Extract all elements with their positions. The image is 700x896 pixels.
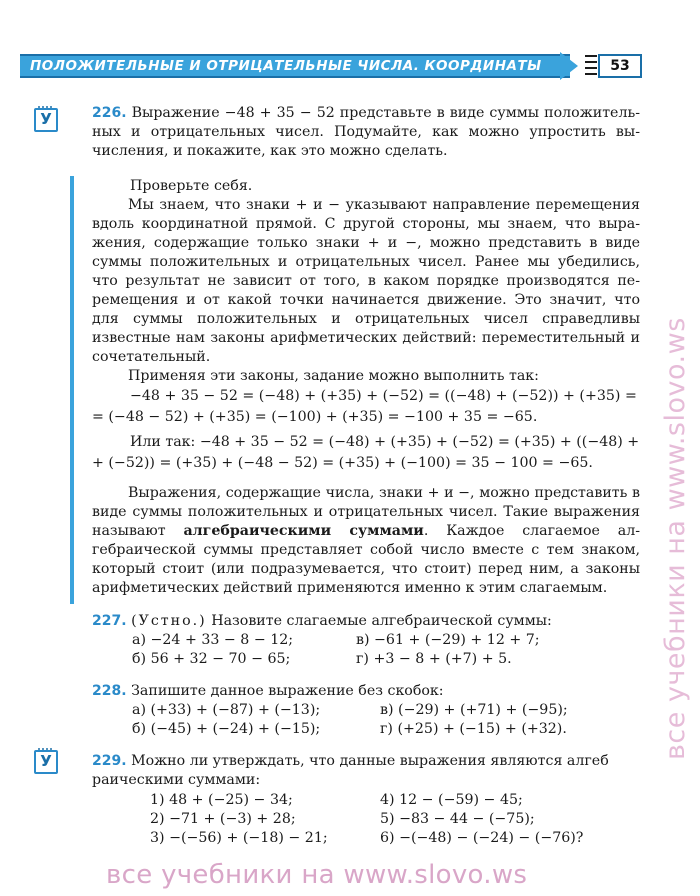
task-number: 226. xyxy=(92,105,127,121)
check-paragraph-2: Применяя эти законы, задание можно выполнить так: xyxy=(128,368,539,384)
task-228-item-g: г) (+25) + (−15) + (+32). xyxy=(380,721,567,737)
task-229-item-3: 3) −(−56) + (−18) − 21; xyxy=(150,830,328,846)
task-229-item-2: 2) −71 + (−3) + 28; xyxy=(150,811,296,827)
check-title: Проверьте себя. xyxy=(130,178,253,194)
student-badge-icon: У xyxy=(34,104,58,134)
student-badge-icon: У xyxy=(34,746,58,776)
equation-2-line-2: + (−52)) = (+35) + (−48 − 52) = (+35) + (−100) = 35 − 100 = −65. xyxy=(92,455,593,471)
watermark-vertical: все учебники на www.slovo.ws xyxy=(660,317,691,760)
header-title: ПОЛОЖИТЕЛЬНЫЕ И ОТРИЦАТЕЛЬНЫЕ ЧИСЛА. КООРДИНАТЫ xyxy=(30,58,542,74)
spiral-binding-icon xyxy=(583,50,599,82)
watermark-bottom: все учебники на www.slovo.ws xyxy=(106,860,528,890)
task-227-item-g: г) +3 − 8 + (+7) + 5. xyxy=(356,651,512,667)
task-text: Выражение −48 + 35 − 52 представьте в виде суммы положительных и отрицательных чисел. Подумайте, как можно упростить вычисления, и покажите, как это можно сделать. xyxy=(92,105,640,159)
equation-1-line-1: −48 + 35 − 52 = (−48) + (+35) + (−52) = ((−48) + (−52)) + (+35) = xyxy=(130,388,637,404)
header-arrow-icon xyxy=(560,52,578,80)
equation-2-line-1: Или так: −48 + 35 − 52 = (−48) + (+35) + (−52) = (+35) + ((−48) + xyxy=(130,434,640,450)
page-number-box xyxy=(598,54,642,78)
page-number: 53 xyxy=(610,58,630,74)
task-229: 229. Можно ли утверждать, что данные выражения являются алгеб xyxy=(92,753,609,769)
check-block-rule xyxy=(70,176,74,604)
oral-label: (Устно.) xyxy=(131,613,207,629)
task-228-item-b: б) (−45) + (−24) + (−15); xyxy=(132,721,321,737)
task-228-item-v: в) (−29) + (+71) + (−95); xyxy=(380,702,568,718)
task-227-item-a: а) −24 + 33 − 8 − 12; xyxy=(132,632,294,648)
check-paragraph-1: Мы знаем, что знаки + и − указывают направление перемещения вдоль координатной прямой. С другой стороны, мы знаем, что выражения, содержащие только знаки + и −, можно представить в виде суммы положительных и отрицательных чисел. Ранее мы убедились, что результат не зависит от того, в каком порядке производятся перемещения и от какой точки начинается движение. Это значит, что для суммы положительных и отрицательных чисел справедливы известные нам законы арифметических действий: переместительный и сочетательный. xyxy=(92,197,640,365)
equation-1-line-2: = (−48 − 52) + (+35) = (−100) + (+35) = −100 + 35 = −65. xyxy=(92,409,538,425)
task-229-item-5: 5) −83 − 44 − (−75); xyxy=(380,811,535,827)
task-227-item-v: в) −61 + (−29) + 12 + 7; xyxy=(356,632,540,648)
task-228: 228. Запишите данное выражение без скобок: xyxy=(92,683,444,699)
term-algebraic-sums: алгебраическими суммами xyxy=(183,523,424,539)
task-229-item-1: 1) 48 + (−25) − 34; xyxy=(150,792,293,808)
task-229-item-6: 6) −(−48) − (−24) − (−76)? xyxy=(380,830,584,846)
task-228-item-a: а) (+33) + (−87) + (−13); xyxy=(132,702,321,718)
task-227-item-b: б) 56 + 32 − 70 − 65; xyxy=(132,651,291,667)
check-paragraph-3: Выражения, содержащие числа, знаки + и −, можно представить в виде суммы положительных и отрицательных чисел. Такие выражения называют алгебраическими суммами. Каждое слагаемое алгебраической суммы представляет собой число вместе с тем знаком, который стоит (или подразумевается, что стоит) перед ним, а законы арифметических действий применяются именно к этим слагаемым. xyxy=(92,485,640,596)
task-226 xyxy=(92,104,640,161)
task-229-line-2: раическими суммами: xyxy=(92,772,261,788)
task-227: 227. (Устно.) Назовите слагаемые алгебраической суммы: xyxy=(92,613,552,629)
task-229-item-4: 4) 12 − (−59) − 45; xyxy=(380,792,523,808)
page-header xyxy=(20,50,640,82)
